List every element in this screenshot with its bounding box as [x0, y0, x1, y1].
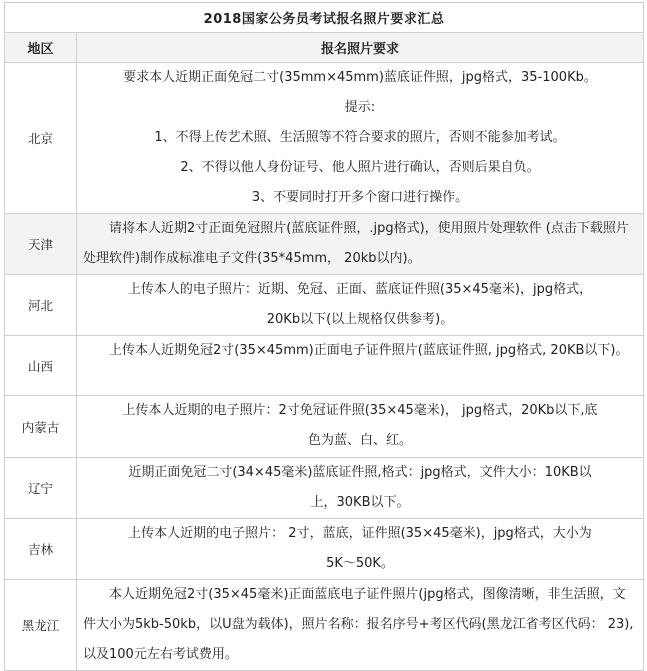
- title-row: [5, 3, 644, 33]
- requirement-cell: [77, 214, 644, 275]
- table-row: [5, 214, 644, 275]
- header-region: 地区: [5, 33, 77, 63]
- table-row: [5, 336, 644, 396]
- requirement-cell: [77, 336, 644, 396]
- requirement-cell: [77, 580, 644, 671]
- requirement-line: 1、不得上传艺术照、生活照等不符合要求的照片，否则不能参加考试。: [154, 130, 566, 145]
- requirement-line: 上传本人近期免冠2寸(35×45mm)正面电子证件照片(蓝底证件照, jpg格式, 20KB以下)。: [109, 343, 629, 358]
- requirement-line: 上传本人的电子照片：近期、免冠、正面、蓝底证件照(35×45毫米)，jpg格式，: [127, 282, 593, 297]
- photo-requirements-table: [4, 2, 644, 671]
- region-cell: 山西: [5, 336, 77, 396]
- header-row: [5, 33, 644, 63]
- region-cell: 内蒙古: [5, 396, 77, 458]
- requirement-cell: [77, 275, 644, 336]
- table-title: 2018国家公务员考试报名照片要求汇总: [5, 3, 644, 33]
- requirement-line: 近期正面免冠二寸(34×45毫米)蓝底证件照,格式：jpg格式，文件大小：10KB以: [128, 465, 592, 480]
- requirement-line: 3、不要同时打开多个窗口进行操作。: [251, 190, 469, 205]
- table-row: [5, 458, 644, 519]
- table-row: [5, 63, 644, 214]
- requirement-line: 上传本人近期的电子照片：2寸免冠证件照(35×45毫米)， jpg格式，20Kb以下,底: [122, 403, 598, 418]
- requirement-line: 请将本人近期2寸正面免冠照片(蓝底证件照，.jpg格式)，使用照片处理软件 (点击下载照片处理软件)制作成标准电子文件(35*45mm， 20kb以内)。: [83, 221, 629, 266]
- requirement-cell: [77, 396, 644, 458]
- requirement-line: 要求本人近期正面免冠二寸(35mm×45mm)蓝底证件照，jpg格式，35-100Kb。: [123, 70, 597, 85]
- header-requirement: 报名照片要求: [77, 33, 644, 63]
- region-cell: 吉林: [5, 519, 77, 580]
- region-cell: 北京: [5, 63, 77, 214]
- region-cell: 河北: [5, 275, 77, 336]
- table-row: [5, 580, 644, 671]
- table-row: [5, 275, 644, 336]
- region-cell: 天津: [5, 214, 77, 275]
- requirement-line: 上，30KB以下。: [310, 495, 410, 510]
- requirement-line: 20Kb以下(以上规格仅供参考)。: [266, 312, 454, 327]
- table-row: [5, 519, 644, 580]
- requirement-line: 提示:: [344, 100, 376, 115]
- requirement-cell: [77, 519, 644, 580]
- region-cell: 黑龙江: [5, 580, 77, 671]
- requirement-cell: [77, 63, 644, 214]
- requirement-line: 上传本人近期的电子照片： 2寸，蓝底，证件照(35×45毫米)，jpg格式，大小为: [128, 526, 592, 541]
- requirement-line: 2、不得以他人身份证号、他人照片进行确认，否则后果自负。: [180, 160, 540, 175]
- requirement-line: 色为蓝、白、红。: [307, 433, 412, 448]
- requirement-line: 5K～50K。: [326, 556, 394, 571]
- requirement-cell: [77, 458, 644, 519]
- table-row: [5, 396, 644, 458]
- region-cell: 辽宁: [5, 458, 77, 519]
- requirement-line: 本人近期免冠2寸(35×45毫米)正面蓝底电子证件照片(jpg格式，图像清晰，非生活照，文件大小为5kb-50kb，以U盘为载体)，照片名称：报名序号+考区代码(黑龙江省考区代码： 23),以及100元左右考试费用。: [83, 587, 634, 662]
